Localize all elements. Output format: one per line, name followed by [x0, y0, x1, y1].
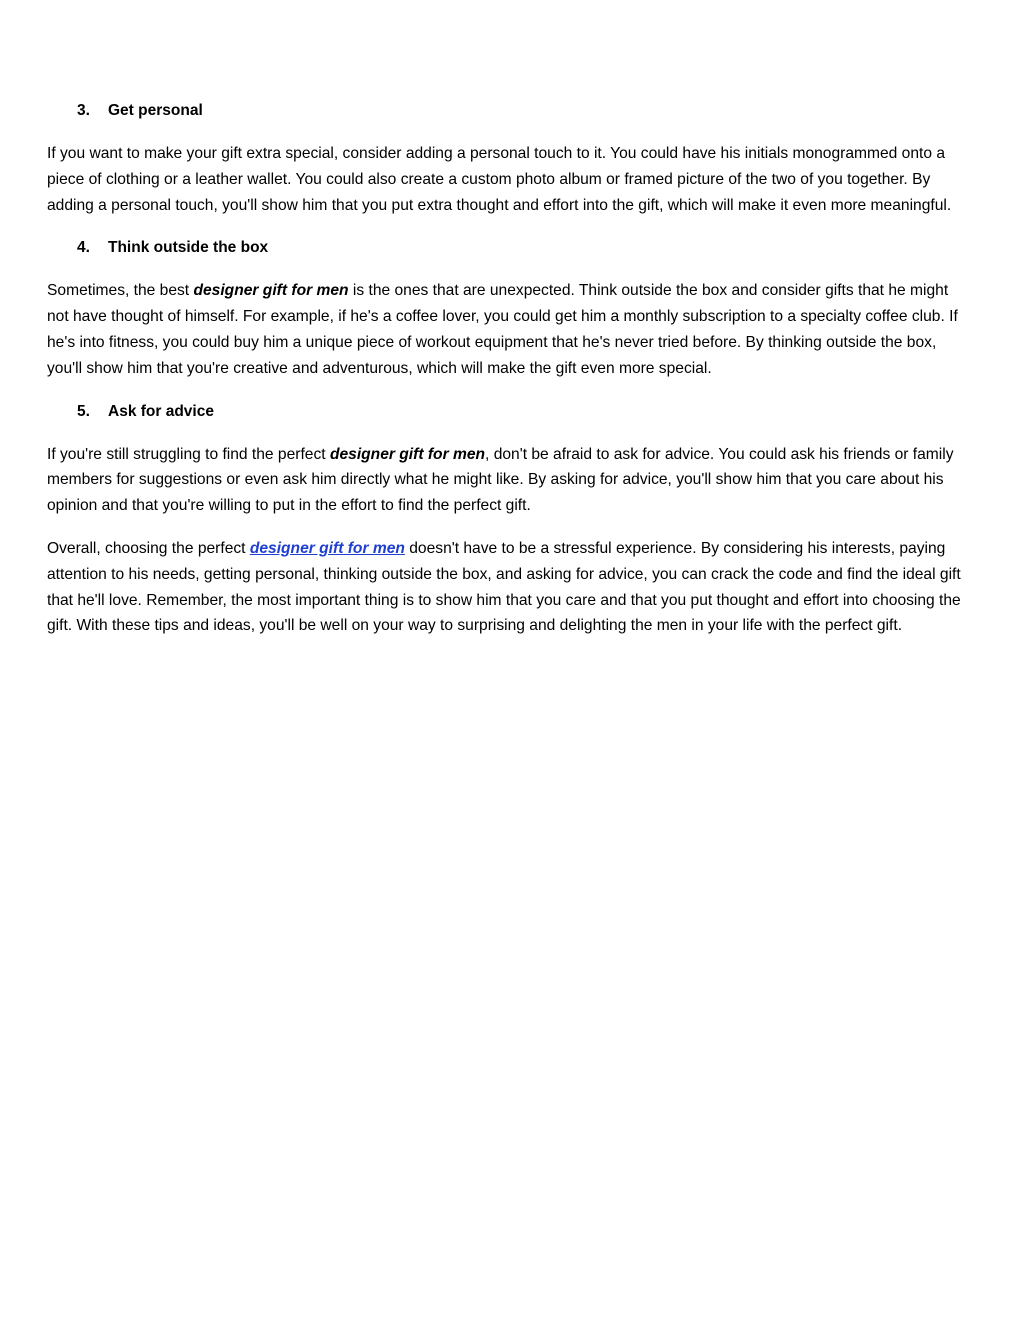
- section-number: 5.: [77, 402, 90, 420]
- emphasized-keyword: designer gift for men: [329, 445, 486, 463]
- paragraph-text-after: , don't be afraid to ask for advice. You could ask his friends or family members for suggestions or even ask him directly what he might like. By asking for advice, you'll show him that you care about his opinion and that you're willing to put in the effort to find the perfect gift.: [47, 445, 954, 515]
- section-paragraph-think-outside-the-box: [47, 278, 967, 381]
- section-paragraph-get-personal: [47, 141, 967, 218]
- section-title: Think outside the box: [108, 239, 269, 257]
- paragraph-text-after: doesn't have to be a stressful experience. By considering his interests, paying attention to his needs, getting personal, thinking outside the box, and asking for advice, you can crack the code and find the ideal gift that he'll love. Remember, the most important thing is to show him that you care and that you put thought and effort into choosing the gift. With these tips and ideas, you'll be well on your way to surprising and delighting the men in your life with the perfect gift.: [47, 539, 961, 635]
- section-number: 3.: [77, 102, 90, 119]
- paragraph-text-before: Overall, choosing the perfect: [47, 539, 250, 557]
- section-heading-think-outside-the-box: [77, 235, 967, 261]
- paragraph-text-before: Sometimes, the best: [47, 282, 194, 300]
- conclusion-paragraph: [47, 536, 967, 639]
- designer-gift-link[interactable]: designer gift for men: [249, 539, 405, 557]
- emphasized-keyword: designer gift for men: [193, 282, 349, 300]
- section-number: 4.: [77, 239, 90, 257]
- section-title: Get personal: [108, 102, 203, 119]
- document-page: [47, 98, 967, 656]
- section-heading-get-personal: [77, 98, 967, 124]
- section-paragraph-ask-for-advice: [47, 442, 967, 519]
- paragraph-text-after: is the ones that are unexpected. Think outside the box and consider gifts that he might not have thought of himself. For example, if he's a coffee lover, you could get him a monthly subscription to a specialty coffee club. If he's into fitness, you could buy him a unique piece of workout equipment that he's never tried before. By thinking outside the box, you'll show him that you're creative and adventurous, which will make the gift even more special.: [47, 282, 958, 377]
- section-heading-ask-for-advice: [77, 399, 967, 425]
- paragraph-text: If you want to make your gift extra special, consider adding a personal touch to it. You could have his initials monogrammed onto a piece of clothing or a leather wallet. You could also create a custom photo album or framed picture of the two of you together. By adding a personal touch, you'll show him that you put extra thought and effort into the gift, which will make it even more meaningful.: [47, 145, 952, 214]
- section-title: Ask for advice: [108, 402, 214, 420]
- paragraph-text-before: If you're still struggling to find the perfect: [47, 445, 330, 463]
